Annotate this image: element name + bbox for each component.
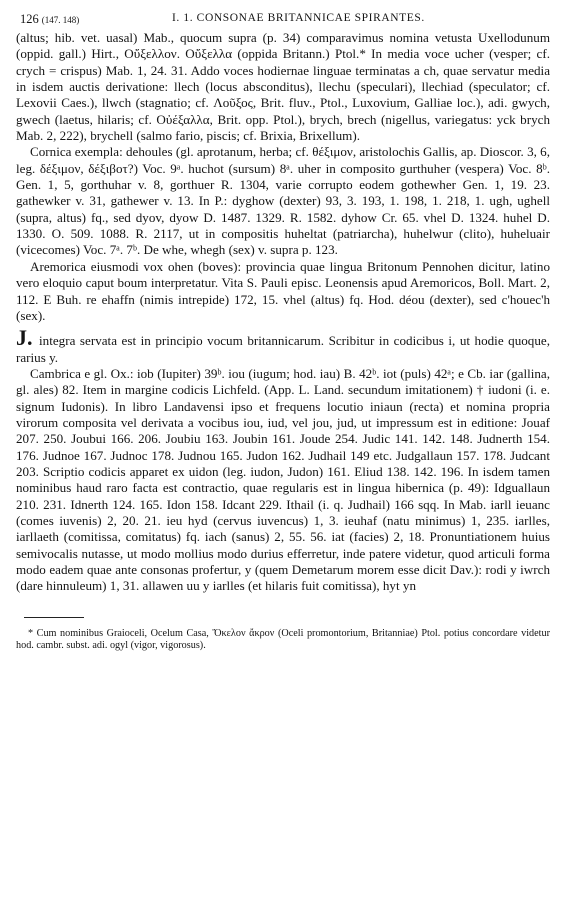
paragraph-aremorica: Aremorica eiusmodi vox ohen (boves): provincia quae lingua Britonum Pennohen dicitur, latino vero eloquio caput boum interpretatur. Vita S. Pauli episc. Leonensis apud Aremoricos, Boll. Mart. 2, 112. E Buh. re ehaffn (nimis intrepide) 172, 15. vhel (altus) fq. Hod. déou (dexter), sed c'houec'h (sex). (16, 258, 550, 323)
j-intro-text: integra servata est in principio vocum britannicarum. Scribitur in codicibus i, ut hodie quoque, rarius y. (16, 333, 550, 365)
paragraph-j-intro (16, 325, 550, 366)
body-text (16, 30, 550, 595)
paragraph-altus: (altus; hib. vet. uasal) Mab., quocum supra (p. 34) comparavimus nomina vetusta Uxellodunum (oppid. gall.) Hirt., Οὔξελλον. Οὔξελλα (oppida Britann.) Ptol.* In media voce ucher (vesper; cf. crych = crispus) Mab. 1, 24. 31. Addo voces hodiernae linguae terminatas a ch, quae servatur media in isdem auctis derivatione: llech (locus absconditus), llechu (speculari), llechiad (speculator; cf. Lexovii Caes.), llwch (stagnatio; cf. Λοῦξος, Brit. fluv., Ptol., Luxovium, Galliae loc.), adi. gwych, gwech (laetus, hilaris; cf. Οὐέξαλλα, Brit. opp. Ptol.), brych, brech (nigellus, variegatus: yck brych Mab. 2, 222), brychell (salmo fario, piscis; cf. Brixia, Brixellum). (16, 30, 550, 144)
page-number: 126 (147. 148) (20, 12, 80, 26)
footnote-rule (24, 617, 84, 618)
paragraph-cambrica: Cambrica e gl. Ox.: iob (Iupiter) 39ᵇ. iou (iugum; hod. iau) B. 42ᵇ. iot (puls) 42ᵃ; e Cb. iar (gallina, gl. ales) 82. Item in margine codicis Lichfeld. (App. L. Land. secundum imitationem) † iudoni (i. e. signum Iudonis). In libro Landavensi ipso et frequens locutio iniaun (recta) et nomina propria virorum composita vel derivata a vocibus iou, iud, vel jou, jud, ut impressum est in editione: Jouaf 207. 250. Joubui 166. 206. Joubiu 163. Joubin 161. Joude 254. Judic 141. 142. 148. Judnerth 154. 176. Judnoe 167. Judnoc 178. Judnou 165. Judon 162. Judhail 149 etc. Judgallaun 157. 178. Judcant 203. Scriptio codicis apparet ex uidon (leg. iudon, Judon) 161. Eliud 138. 142. 196. In isdem tamen nominibus haud raro facta est contractio, quae regularis est in lingua hibernica (p. 49): Idguallaun 210. 231. Idnerth 124. 165. Idon 158. Idcant 229. Ithail (i. q. Judhail) 166 sqq. In Mab. iarll ieuanc (comes iuvenis) 2, 20. 21. ieu hyd (cervus iuvencus) 1, 3. ieuhaf (natu minimus) 1, 235. iarlles, iarllaeth (comitissa, comitatus) fq. iach (sanus) 2, 55. 56. iat (facies) 2, 18. Pronuntiationem huius semivocalis nutasse, ut modo mollius modo durius efferretur, inde patere videtur, quod articuli forma modo eadem quae ante consonas profertur, y (quem Demetarum morem esse dicit Dav.): rodi y iwrch (dare hinnuleum) 1, 31. allawen uu y iarlles (et hilaris fuit comitissa), hyt yn (16, 365, 550, 594)
running-head (16, 10, 550, 30)
paragraph-cornica: Cornica exempla: dehoules (gl. aprotanum, herba; cf. θέξιμον, aristolochis Gallis, ap. Dioscor. 3, 6, leg. δέξιμον, δέξιβοτ?) Voc. 9ᵃ. huchot (sursum) 8ᵃ. uher in composito gurthuher (vespera) Voc. 8ᵇ. Gen. 1, 5, gorthuhar v. 8, gorthuer R. 1304, varie corrupto eodem gothewher Gen. 1, 19. 23. gathewker v. 31, gathewer v. 13. In P.: dyghow (dexter) 93, 3. 193, 1. 198, 1. 218, 1. ugh, ughell (supra, altus) fq., sed dyov, dyow D. 1487. 1329. R. 1582. dyhow Cr. 65. vhel D. 1324. huhel D. 1330. O. 509. 1088. R. 2117, ut in compositis huheltat (patriarcha), huhelwur (clito), huheluair (vicecomes) Voc. 7ᵃ. 7ᵇ. De whe, whegh (sex) v. supra p. 123. (16, 144, 550, 258)
section-initial-j: J. (16, 325, 33, 351)
page-range: (147. 148) (41, 15, 80, 25)
section-gap (16, 324, 550, 331)
footnote: * Cum nominibus Graioceli, Ocelum Casa, Ὄκελον ἄκρον (Oceli promontorium, Britanniae) Ptol. potius concordare videtur hod. cambr. subst. adi. ogyl (vigor, vigorosus). (16, 627, 550, 652)
running-title: I. 1. CONSONAE BRITANNICAE SPIRANTES. (172, 12, 425, 24)
